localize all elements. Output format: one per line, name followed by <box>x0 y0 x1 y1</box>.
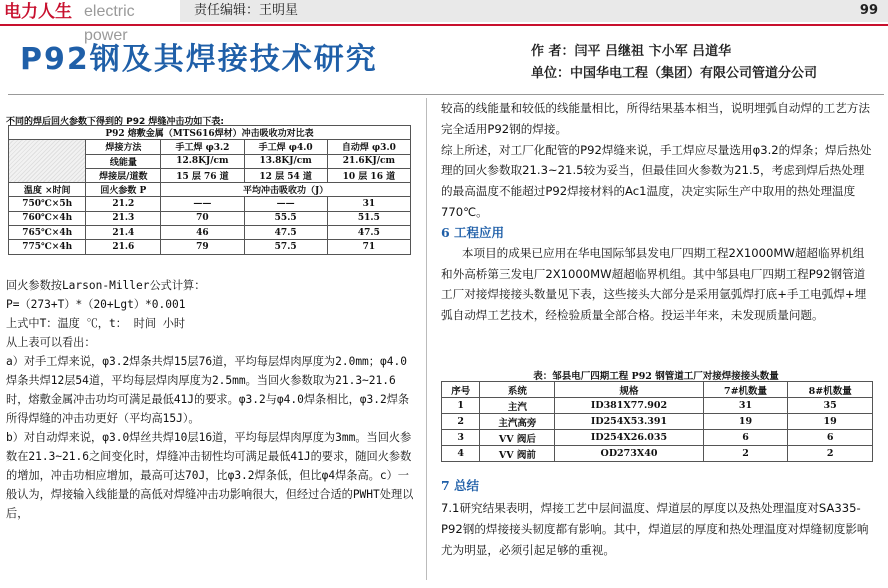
table-cell: 21.6 <box>86 240 161 254</box>
page-number: 99 <box>859 3 878 18</box>
table-cell: 12 层 54 道 <box>244 168 327 182</box>
article-authors: 作 者：闫平 吕继祖 卞小军 吕道华 <box>531 44 732 59</box>
table-cell: 1 <box>442 398 480 414</box>
table-header-cell: 序号 <box>442 382 480 398</box>
table-cell: 51.5 <box>327 211 410 225</box>
paragraph: 较高的线能量和较低的线能量相比，所得结果基本相当，说明埋弧自动焊的工艺方法完全适用P92钢的焊接。 <box>441 101 870 136</box>
table-cell: 79 <box>161 240 244 254</box>
impact-energy-table <box>8 125 411 255</box>
table-cell: 21.2 <box>86 197 161 211</box>
table-cell: 55.5 <box>244 211 327 225</box>
left-body-text <box>6 276 416 523</box>
table-cell: 46 <box>161 226 244 240</box>
table-header-cell: 系统 <box>480 382 555 398</box>
table-cell: 2 <box>703 446 788 462</box>
table-cell: 70 <box>161 211 244 225</box>
table-cell: OD273X40 <box>555 446 703 462</box>
table1-title: P92 熔敷金属（MTS616焊材）冲击吸收功对比表 <box>9 126 411 140</box>
table-cell: 21.6KJ/cm <box>327 154 410 168</box>
table-header-cell: 8#机数量 <box>788 382 873 398</box>
header-divider <box>0 24 888 26</box>
paragraph: 综上所述，对工厂化配管的P92焊缝来说，手工焊应尽量选用φ3.2的焊条；焊后热处理的回火参数取21.3~21.5较为妥当，但最佳回火参数为21.5，考虑到焊后热处理的最高温度不能超过P92焊接材料的Ac1温度，决定实际生产中取用的热处理温度770℃。 <box>441 142 872 219</box>
table-cell: 750℃×5h <box>9 197 86 211</box>
table-cell: 12.8KJ/cm <box>161 154 244 168</box>
title-divider <box>8 94 884 95</box>
table-cell: 4 <box>442 446 480 462</box>
table-cell: 760℃×4h <box>9 211 86 225</box>
table-header-row <box>442 382 873 398</box>
paragraph: 本项目的成果已应用在华电国际邹县发电厂四期工程2X1000MW超超临界机组和外高桥第三发电厂2X1000MW超超临界机组。其中邹县电厂四期工程P92钢管道工厂对接焊接接头数量见下表，这些接头大部分是采用氩弧焊打底+手工电弧焊+埋弧自动焊工艺技术，经检验质量全部合格。投运半年来，未发现质量问题。 <box>441 245 867 323</box>
table-row <box>9 211 411 225</box>
table-cell: 47.5 <box>244 226 327 240</box>
paragraph: a）对手工焊来说，φ3.2焊条共焊15层76道，平均每层焊肉厚度为2.0mm；φ4.0焊条共焊12层54道，平均每层焊肉厚度为2.5mm。当回火参数取为21.3~21.6时，熔敷金属冲击功均可满足最低41J的要求。φ3.2与φ4.0焊条相比，φ3.2焊条所得焊缝的冲击功更好（平均高15J）。 <box>6 355 410 425</box>
table-cell: 775℃×4h <box>9 240 86 254</box>
table-header-cell: 规格 <box>555 382 703 398</box>
table-cell: 6 <box>788 430 873 446</box>
brand-logo: 电力人生 <box>0 0 84 24</box>
table-cell: 31 <box>327 197 410 211</box>
table-cell: 6 <box>703 430 788 446</box>
table-cell: 2 <box>442 414 480 430</box>
table-cell: 35 <box>788 398 873 414</box>
table1-caption: 不同的焊后回火参数下得到的 P92 焊缝冲击功如下表: <box>6 117 224 127</box>
table-cell: 自动焊 φ3.0 <box>327 140 410 154</box>
table-cell: 765℃×4h <box>9 226 86 240</box>
table-cell: 2 <box>788 446 873 462</box>
table-cell: 焊接层/道数 <box>86 168 161 182</box>
table-cell: ID254X26.035 <box>555 430 703 446</box>
table-cell: 13.8KJ/cm <box>244 154 327 168</box>
table-cell: 手工焊 φ3.2 <box>161 140 244 154</box>
table-cell: 47.5 <box>327 226 410 240</box>
paragraph: 7.1研究结果表明，焊接工艺中层间温度、焊道层的厚度以及热处理温度对SA335-P92钢的焊接接头韧度都有影响。其中，焊道层的厚度和热处理温度对焊缝韧度影响尤为明显，必须引起足够的重视。 <box>441 501 869 557</box>
table2-caption: 表：邹县电厂四期工程 P92 钢管道工厂对接焊接接头数量 <box>533 371 779 382</box>
article-title: P92钢及其焊接技术研究 <box>20 42 378 77</box>
paragraph: 上式中T：温度 ℃，t： 时间 小时 <box>6 317 186 330</box>
table-cell: 3 <box>442 430 480 446</box>
table-cell: 71 <box>327 240 410 254</box>
table-header-cell: 平均冲击吸收功（J） <box>161 183 411 197</box>
section-heading-6: 6 工程应用 <box>441 224 505 240</box>
table-cell: 主汽 <box>480 398 555 414</box>
table-cell: 21.3 <box>86 211 161 225</box>
paragraph: 从上表可以看出： <box>6 336 96 349</box>
table-header-cell: 回火参数 P <box>86 183 161 197</box>
table-cell: 15 层 76 道 <box>161 168 244 182</box>
paragraph: b）对自动焊来说，φ3.0焊丝共焊10层16道，平均每层焊肉厚度为3mm。当回火参数在21.3~21.6之间变化时，焊缝冲击韧性均可满足最低41J的要求，随回火参数的增加，冲击功相应增加，最高可达70J，比φ3.2焊条低，但比φ4焊条高。c）一般认为，焊接输入线能量的高低对焊缝冲击功影响很大，但经过合适的PWHT处理以后， <box>6 431 414 520</box>
table-row <box>9 197 411 211</box>
table-cell: VV 阀前 <box>480 446 555 462</box>
table-header-cell: 7#机数量 <box>703 382 788 398</box>
conclusion-text <box>441 498 873 560</box>
table-cell: 31 <box>703 398 788 414</box>
page-header <box>0 0 888 44</box>
table-row <box>9 226 411 240</box>
table-cell: 57.5 <box>244 240 327 254</box>
table-row <box>442 430 873 446</box>
table-cell: 19 <box>788 414 873 430</box>
table-cell <box>9 140 86 183</box>
table-cell: 10 层 16 道 <box>327 168 410 182</box>
table-cell: 手工焊 φ4.0 <box>244 140 327 154</box>
table-cell: —— <box>161 197 244 211</box>
table-cell: ID381X77.902 <box>555 398 703 414</box>
formula: P=（273+T）*（20+Lgt）*0.001 <box>6 298 186 311</box>
table-cell: 19 <box>703 414 788 430</box>
table-cell: 线能量 <box>86 154 161 168</box>
table-row <box>442 446 873 462</box>
column-divider <box>426 98 427 580</box>
joint-count-table <box>441 381 873 462</box>
table-cell: 主汽高旁 <box>480 414 555 430</box>
editor-credit: 责任编辑：王明星 <box>194 3 299 18</box>
table-row <box>442 398 873 414</box>
brand-subtitle: electric power <box>84 3 135 44</box>
table-header-cell: 温度 ×时间 <box>9 183 86 197</box>
table-cell: 焊接方法 <box>86 140 161 154</box>
article-affiliation: 单位：中国华电工程（集团）有限公司管道分公司 <box>531 66 818 81</box>
table-cell: VV 阀后 <box>480 430 555 446</box>
table-cell: —— <box>244 197 327 211</box>
table-row <box>9 240 411 254</box>
table-row <box>442 414 873 430</box>
right-body-text <box>441 98 873 326</box>
table-cell: ID254X53.391 <box>555 414 703 430</box>
table-cell: 21.4 <box>86 226 161 240</box>
paragraph: 回火参数按Larson-Miller公式计算： <box>6 279 206 292</box>
section-heading-7: 7 总结 <box>441 478 480 493</box>
